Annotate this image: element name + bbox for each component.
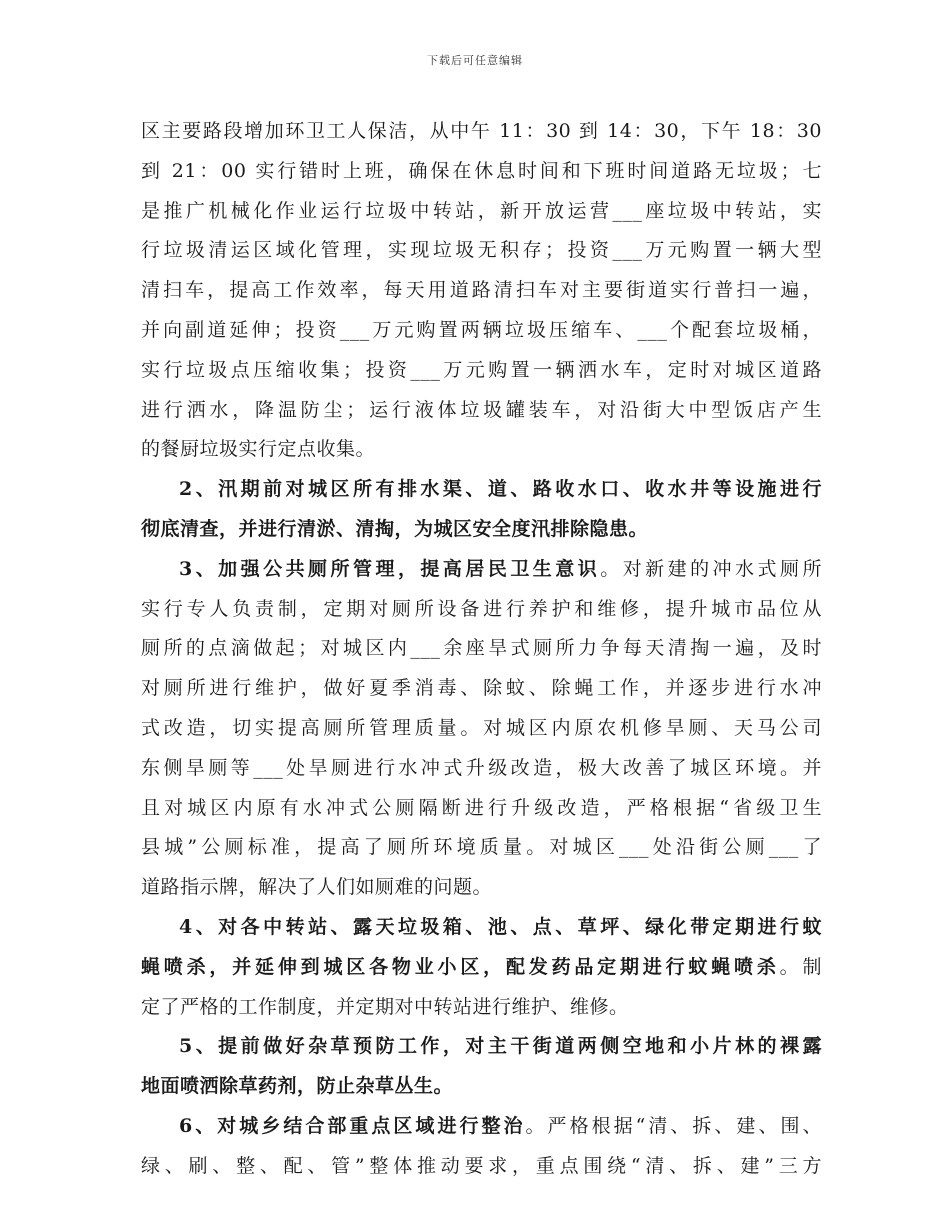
text-line	[141, 351, 822, 391]
text-segment: 式改造，切实提高厕所管理质量。对城区内原农机修旱厕、天马公司	[141, 716, 822, 739]
text-line	[141, 231, 822, 271]
text-segment: 。严格根据“清、拆、建、围、	[525, 1114, 822, 1137]
page-header: 下载后可任意编辑	[427, 54, 523, 67]
text-line	[141, 1107, 822, 1147]
text-line	[141, 470, 822, 510]
text-line	[141, 669, 822, 709]
text-segment: 厕所的点滴做起；对城区内___余座旱式厕所力争每天清掏一遍，及时	[141, 637, 822, 660]
text-segment: 的餐厨垃圾实行定点收集。	[141, 438, 376, 461]
bold-text-segment: 彻底清查，并进行清淤、清掏，为城区安全度汛排除隐患。	[141, 517, 649, 540]
text-segment: 区主要路段增加环卫工人保洁，从中午 11：30 到 14：30，下午 18：30	[141, 120, 822, 142]
text-line	[141, 112, 822, 152]
text-segment: 定了严格的工作制度，并定期对中转站进行维护、维修。	[141, 995, 629, 1018]
text-segment: 绿、刷、整、配、管”整体推动要求，重点围绕“清、拆、建”三方	[141, 1154, 822, 1177]
text-segment: 东侧旱厕等___处旱厕进行水冲式升级改造，极大改善了城区环境。并	[141, 756, 822, 779]
text-line	[141, 948, 822, 988]
text-segment: 。制	[779, 955, 822, 978]
text-line	[141, 789, 822, 829]
text-segment: 且对城区内原有水冲式公厕隔断进行升级改造，严格根据“省级卫生	[141, 796, 822, 819]
bold-text-segment: 5、提前做好杂草预防工作，对主干街道两侧空地和小片林的裸露	[179, 1035, 822, 1058]
text-segment: 道路指示牌，解决了人们如厕难的问题。	[141, 876, 493, 899]
text-line	[141, 988, 822, 1028]
text-segment: 清扫车，提高工作效率，每天用道路清扫车对主要街道实行普扫一遍，	[141, 279, 822, 302]
text-line	[141, 908, 822, 948]
bold-text-segment: 地面喷洒除草药剂，防止杂草丛生。	[141, 1075, 454, 1098]
text-line	[141, 192, 822, 232]
text-line	[141, 311, 822, 351]
text-segment: 实行专人负责制，定期对厕所设备进行养护和维修，提升城市品位从	[141, 597, 822, 620]
text-line	[141, 1147, 822, 1187]
text-line	[141, 391, 822, 431]
text-line	[141, 868, 822, 908]
bold-text-segment: 蝇喷杀，并延伸到城区各物业小区，配发药品定期进行蚊蝇喷杀	[141, 955, 780, 978]
text-segment: 进行洒水，降温防尘；运行液体垃圾罐装车，对沿街大中型饭店产生	[141, 398, 822, 421]
text-line	[141, 1027, 822, 1067]
text-line	[141, 510, 822, 550]
document-body	[141, 112, 822, 1187]
text-segment: 县城”公厕标准，提高了厕所环境质量。对城区___处沿街公厕___了	[141, 836, 822, 859]
text-line	[141, 1067, 822, 1107]
text-line	[141, 550, 822, 590]
text-line	[141, 709, 822, 749]
text-segment: 。对新建的冲水式厕所	[600, 557, 822, 580]
text-line	[141, 828, 822, 868]
text-line	[141, 629, 822, 669]
text-line	[141, 271, 822, 311]
bold-text-segment: 3、加强公共厕所管理，提高居民卫生意识	[179, 557, 601, 580]
text-segment: 实行垃圾点压缩收集；投资___万元购置一辆洒水车，定时对城区道路	[141, 358, 822, 381]
text-line	[141, 430, 822, 470]
text-segment: 到 21：00 实行错时上班，确保在休息时间和下班时间道路无垃圾；七	[141, 159, 822, 182]
text-line	[141, 590, 822, 630]
text-line	[141, 152, 822, 192]
text-segment: 并向副道延伸；投资___万元购置两辆垃圾压缩车、___个配套垃圾桶，	[141, 318, 822, 341]
text-segment: 对厕所进行维护，做好夏季消毒、除蚊、除蝇工作，并逐步进行水冲	[141, 677, 822, 700]
bold-text-segment: 4、对各中转站、露天垃圾箱、池、点、草坪、绿化带定期进行蚊	[179, 915, 822, 938]
text-line	[141, 749, 822, 789]
bold-text-segment: 6、对城乡结合部重点区域进行整治	[179, 1114, 526, 1137]
bold-text-segment: 2、汛期前对城区所有排水渠、道、路收水口、收水井等设施进行	[179, 478, 822, 501]
text-segment: 行垃圾清运区域化管理，实现垃圾无积存；投资___万元购置一辆大型	[141, 239, 822, 262]
text-segment: 是推广机械化作业运行垃圾中转站，新开放运营___座垃圾中转站，实	[141, 199, 822, 222]
